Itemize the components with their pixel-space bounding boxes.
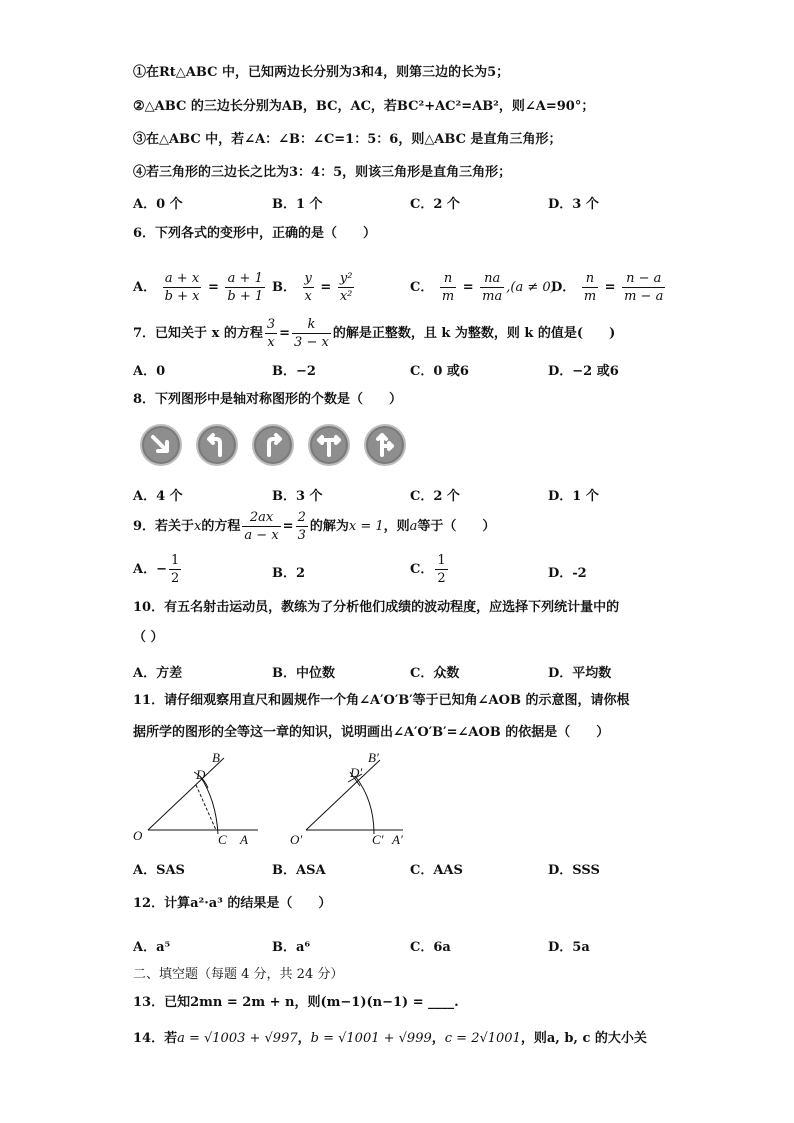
q11-option-b[interactable]: B．ASA bbox=[272, 863, 326, 878]
turn-right-icon bbox=[252, 424, 294, 466]
q8-stem: 8．下列图形中是轴对称图形的个数是（ ） bbox=[133, 392, 403, 407]
t-junction-icon bbox=[308, 424, 350, 466]
q7-option-d[interactable]: D．−2 或6 bbox=[548, 364, 619, 379]
fig1-label-a: A bbox=[240, 832, 248, 847]
q11-options bbox=[133, 859, 733, 879]
q14-b: b = √1001 + √999 bbox=[310, 1031, 432, 1046]
q8-option-b[interactable]: B．3 个 bbox=[272, 489, 323, 504]
fig1-label-o: O bbox=[133, 828, 143, 843]
statement-3: ③在△ABC 中，若∠A：∠B：∠C=1：5：6，则△ABC 是直角三角形； bbox=[133, 132, 562, 147]
q14-c: c = 2√1001 bbox=[444, 1031, 521, 1046]
q11-option-d[interactable]: D．SSS bbox=[548, 863, 600, 878]
fig2-label-a: A′ bbox=[392, 832, 403, 847]
q14-a: a = √1003 + √997 bbox=[177, 1031, 298, 1046]
q11-option-a[interactable]: A．SAS bbox=[133, 863, 185, 878]
q11-stem: 11．请仔细观察用直尺和圆规作一个角∠A′O′B′等于已知角∠AOB 的示意图，请你根 bbox=[133, 693, 630, 708]
q6-option-b[interactable]: B． $\frac{y}{x}$ = $\frac{\text{y²}}{\text{x²}}$ bbox=[272, 271, 353, 304]
q9-stem: 9．若关于x的方程 $\frac{2ax}{a - x}$ = $\frac{2}{3}$ 的解为x = 1，则a等于（ ） bbox=[133, 510, 496, 543]
q6-option-d[interactable]: D． $\frac{n}{m}$ = $\frac{n - a}{m - a}$ bbox=[551, 271, 664, 304]
q6-option-c[interactable]: C． $\frac{n}{m}$ = $\frac{na}{ma}$ ,(a ≠ 0) bbox=[410, 271, 556, 304]
q8-option-c[interactable]: C．2 个 bbox=[410, 489, 460, 504]
q12-option-d[interactable]: D．5a bbox=[548, 940, 590, 955]
q7-options bbox=[133, 360, 733, 380]
q12-options bbox=[133, 936, 733, 956]
q11-stem-2: 据所学的图形的全等这一章的知识，说明画出∠A′O′B′=∠AOB 的依据是（ ） bbox=[133, 725, 610, 740]
q11-option-c[interactable]: C．AAS bbox=[410, 863, 463, 878]
q10-option-d[interactable]: D．平均数 bbox=[548, 666, 612, 681]
q12-option-a[interactable]: A．a⁵ bbox=[133, 940, 171, 955]
q9-option-d[interactable]: D．-2 bbox=[548, 566, 587, 581]
q7-option-a[interactable]: A．0 bbox=[133, 364, 166, 379]
q8-options bbox=[133, 485, 733, 505]
q10-option-a[interactable]: A．方差 bbox=[133, 666, 183, 681]
fig1-label-d: D bbox=[196, 767, 206, 782]
fig2-label-d: D′ bbox=[350, 765, 363, 780]
q12-option-c[interactable]: C．6a bbox=[410, 940, 451, 955]
statement-2: ②△ABC 的三边长分别为AB，BC，AC，若BC²+AC²=AB²，则∠A=90°； bbox=[133, 99, 595, 114]
compass-construction-figure bbox=[128, 748, 428, 853]
fig2-label-c: C′ bbox=[372, 832, 384, 847]
section-2-heading: 二、填空题（每题 4 分，共 24 分） bbox=[133, 967, 344, 982]
q6-options bbox=[133, 262, 733, 302]
q12-option-b[interactable]: B．a⁶ bbox=[272, 940, 311, 955]
q5-option-a[interactable]: A．0 个 bbox=[133, 197, 183, 212]
q5-option-d[interactable]: D．3 个 bbox=[548, 197, 599, 212]
q10-stem: 10．有五名射击运动员，教练为了分析他们成绩的波动程度，应选择下列统计量中的 bbox=[133, 600, 620, 615]
fig2-label-b: B′ bbox=[368, 750, 379, 765]
q5-option-b[interactable]: B．1 个 bbox=[272, 197, 323, 212]
statement-1: ①在Rt△ABC 中，已知两边长分别为3和4，则第三边的长为5； bbox=[133, 65, 510, 80]
q5-option-c[interactable]: C．2 个 bbox=[410, 197, 460, 212]
q6-stem: 6．下列各式的变形中，正确的是（ ） bbox=[133, 226, 377, 241]
q5-options bbox=[133, 193, 733, 213]
q10-option-c[interactable]: C．众数 bbox=[410, 666, 460, 681]
q7-option-c[interactable]: C．0 或6 bbox=[410, 364, 469, 379]
fig2-label-o: O′ bbox=[290, 832, 303, 847]
q13-stem: 13．已知2mn = 2m + n，则(m−1)(n−1) = ____. bbox=[133, 995, 459, 1010]
traffic-signs bbox=[140, 424, 440, 468]
q6-option-a[interactable]: A． $\frac{a + x}{b + x}$ = $\frac{a + 1}{b + 1}$ bbox=[133, 271, 264, 304]
q9-option-a[interactable]: A．− $\frac{1}{2}$ bbox=[133, 553, 180, 586]
q9-option-b[interactable]: B．2 bbox=[272, 566, 306, 581]
q10-stem-2: （ ） bbox=[133, 630, 164, 645]
q14-stem: 14．若a = √1003 + √997，b = √1001 + √999，c = 2√1001，则a, b, c 的大小关 bbox=[133, 1031, 647, 1046]
turn-left-icon bbox=[196, 424, 238, 466]
q7-option-b[interactable]: B．−2 bbox=[272, 364, 316, 379]
q8-option-d[interactable]: D．1 个 bbox=[548, 489, 599, 504]
straight-or-right-icon bbox=[364, 424, 406, 466]
q7-stem: 7．已知关于 x 的方程 $\frac{3}{x}$ = $\frac{k}{3 - x}$ 的解是正整数，且 k 为整数，则 k 的值是( ) bbox=[133, 317, 616, 350]
fig1-label-b: B bbox=[212, 750, 220, 765]
q10-options bbox=[133, 662, 733, 682]
q9-option-c[interactable]: C． $\frac{1}{2}$ bbox=[410, 553, 446, 586]
q12-stem: 12．计算a²·a³ 的结果是（ ） bbox=[133, 896, 332, 911]
q9-options bbox=[133, 552, 733, 592]
q8-option-a[interactable]: A．4 个 bbox=[133, 489, 183, 504]
arrow-down-right-icon bbox=[140, 424, 182, 466]
fig1-label-c: C bbox=[218, 832, 227, 847]
statement-4: ④若三角形的三边长之比为3：4：5，则该三角形是直角三角形； bbox=[133, 165, 512, 180]
q10-option-b[interactable]: B．中位数 bbox=[272, 666, 335, 681]
